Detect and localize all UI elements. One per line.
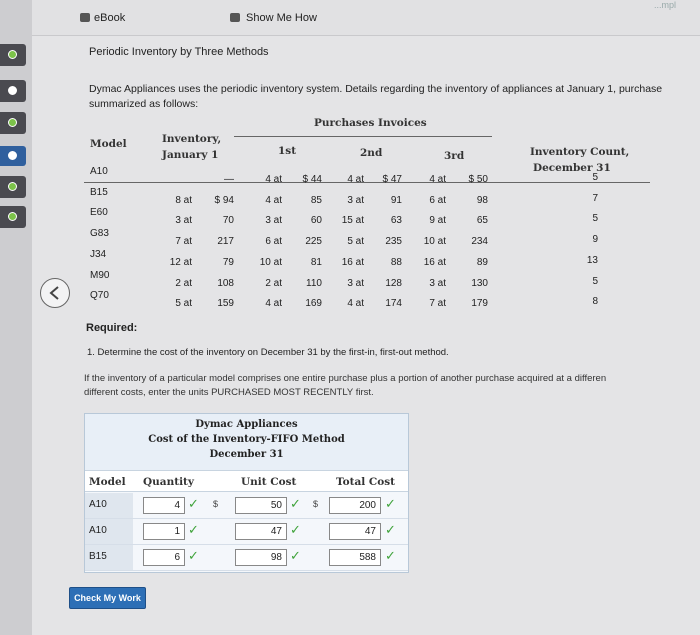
fifo-model-cell: B15 (85, 545, 133, 570)
cell-p2-units: 4 at (347, 174, 364, 185)
cell-p2-units: 3 at (347, 194, 364, 206)
cell-inv-cost: 217 (217, 236, 234, 248)
cell-p3-cost: $ 50 (468, 174, 488, 185)
complete-dot-icon (8, 182, 17, 191)
cell-p1-units: 3 at (265, 215, 282, 227)
cell-inv-units: 3 at (175, 215, 192, 227)
col-header-1st: 1st (278, 145, 297, 157)
unit-cost-input[interactable]: 98 (235, 549, 287, 566)
note-line: If the inventory of a particular model comprises one entire purchase plus a portion of another purchase acquired at a differen (84, 373, 607, 384)
dollar-sign: $ (213, 499, 219, 509)
correct-check-icon: ✓ (290, 548, 301, 563)
cell-p2-cost: 91 (390, 194, 402, 206)
fifo-model-cell: A10 (85, 493, 133, 518)
correct-check-icon: ✓ (290, 522, 301, 537)
cell-p3-units: 4 at (429, 174, 446, 185)
cell-inv-units: 2 at (175, 277, 192, 289)
required-heading: Required: (86, 322, 138, 334)
cell-p3-units: 6 at (429, 194, 446, 206)
cell-p1-units: 4 at (265, 194, 282, 206)
ebook-tab[interactable]: eBook (94, 12, 126, 24)
cell-inv-cost: — (224, 174, 234, 185)
purchases-invoices-header: Purchases Invoices (314, 117, 427, 129)
fifo-col-total-cost: Total Cost (336, 476, 396, 488)
cell-count: 7 (592, 192, 598, 204)
nav-item[interactable] (0, 176, 26, 198)
col-header-count: Inventory Count, (530, 146, 630, 158)
cell-p1-cost: 110 (306, 277, 322, 289)
col-header-model: Model (90, 138, 127, 150)
fifo-cost-table (84, 413, 409, 573)
cell-p2-units: 16 at (341, 256, 364, 268)
cell-inv-units: 7 at (175, 236, 192, 248)
cell-model: Q70 (90, 290, 109, 302)
previous-button[interactable] (40, 278, 70, 308)
fifo-table-row (85, 545, 408, 571)
unit-cost-input[interactable]: 50 (235, 497, 287, 514)
header-bottom-rule (84, 182, 650, 183)
intro-line: Dymac Appliances uses the periodic inventory system. Details regarding the inventory of appliances at January 1, purchase (89, 83, 663, 95)
cell-model: A10 (90, 166, 108, 177)
col-header-inventory: Inventory, (162, 133, 222, 145)
total-cost-input[interactable]: 588 (329, 549, 381, 566)
correct-check-icon: ✓ (385, 522, 396, 537)
check-my-work-button[interactable]: Check My Work (69, 587, 146, 609)
fifo-col-quantity: Quantity (143, 476, 195, 488)
ebook-icon (80, 13, 90, 22)
problem-intro (89, 82, 699, 112)
col-header-count-date: December 31 (533, 162, 611, 174)
cell-p1-units: 4 at (265, 298, 282, 310)
cell-p3-units: 16 at (423, 256, 446, 268)
cell-count: 8 (592, 296, 598, 308)
cell-p1-cost: 81 (310, 256, 322, 268)
show-me-how-tab[interactable]: Show Me How (246, 12, 317, 24)
cell-model: B15 (90, 186, 108, 198)
complete-dot-icon (8, 212, 17, 221)
cell-p3-cost: 234 (471, 236, 488, 248)
cell-p3-units: 3 at (429, 277, 446, 289)
complete-dot-icon (8, 118, 17, 127)
dollar-sign: $ (313, 499, 319, 509)
instructions-note (84, 372, 700, 400)
total-cost-input[interactable]: 200 (329, 497, 381, 514)
cell-p3-cost: 179 (471, 298, 488, 310)
correct-check-icon: ✓ (385, 496, 396, 511)
header-rule (234, 136, 492, 137)
nav-item[interactable] (0, 206, 26, 228)
correct-check-icon: ✓ (290, 496, 301, 511)
intro-line: summarized as follows: (89, 98, 199, 110)
correct-check-icon: ✓ (188, 496, 199, 511)
col-header-3rd: 3rd (444, 150, 465, 162)
cell-inv-units: 5 at (175, 298, 192, 310)
cell-p1-units: 4 at (265, 174, 282, 185)
cell-model: G83 (90, 228, 109, 240)
cell-inv-cost: 108 (217, 277, 234, 289)
cell-model: J34 (90, 248, 107, 260)
cell-p1-units: 10 at (259, 256, 282, 268)
cell-count: 5 (592, 172, 598, 183)
cell-p2-units: 15 at (341, 215, 364, 227)
toolbar (32, 0, 700, 36)
cell-inv-cost: 79 (222, 256, 234, 268)
fifo-col-model: Model (89, 476, 126, 488)
cell-p2-cost: 128 (385, 277, 402, 289)
video-icon (230, 13, 240, 22)
correct-check-icon: ✓ (188, 548, 199, 563)
nav-item[interactable] (0, 112, 26, 134)
cell-p1-units: 2 at (265, 277, 282, 289)
nav-item[interactable] (0, 80, 26, 102)
incomplete-dot-icon (8, 86, 17, 95)
col-header-inventory-date: January 1 (162, 149, 219, 161)
complete-dot-icon (8, 50, 17, 59)
cell-p3-cost: 89 (476, 256, 488, 268)
cell-model: M90 (90, 269, 110, 281)
cell-p1-cost: 85 (310, 194, 322, 206)
cell-p2-cost: $ 47 (382, 174, 402, 185)
cell-p2-cost: 174 (385, 298, 402, 310)
cell-p1-cost: $ 44 (302, 174, 322, 185)
cell-count: 5 (592, 275, 598, 287)
truncated-label: ...mpl (654, 0, 677, 10)
fifo-column-headers (85, 470, 408, 492)
nav-item[interactable] (0, 44, 26, 66)
quantity-input[interactable]: 1 (143, 523, 185, 540)
cell-p3-units: 9 at (429, 215, 446, 227)
unit-cost-input[interactable]: 47 (235, 523, 287, 540)
col-header-2nd: 2nd (360, 147, 383, 159)
correct-check-icon: ✓ (385, 548, 396, 563)
cell-p1-cost: 225 (305, 236, 322, 248)
statement-date: December 31 (209, 449, 284, 460)
fifo-table-row (85, 519, 408, 545)
quantity-input[interactable]: 6 (143, 549, 185, 566)
cell-p2-units: 3 at (347, 277, 364, 289)
cell-p3-cost: 98 (476, 194, 488, 206)
statement-name: Cost of the Inventory-FIFO Method (148, 434, 345, 445)
nav-item-current[interactable] (0, 146, 26, 166)
cell-p3-cost: 65 (476, 215, 488, 227)
cell-p2-units: 4 at (347, 298, 364, 310)
fifo-table-row (85, 493, 408, 519)
cell-inv-cost: $ 94 (214, 194, 234, 206)
cell-p1-cost: 60 (310, 215, 322, 227)
quantity-input[interactable]: 4 (143, 497, 185, 514)
cell-count: 9 (592, 234, 598, 246)
cell-p3-cost: 130 (471, 277, 488, 289)
cell-inv-cost: 159 (217, 298, 234, 310)
fifo-table-title (85, 414, 408, 470)
cell-p2-cost: 63 (390, 215, 402, 227)
fifo-model-cell: A10 (85, 519, 133, 544)
page-title: Periodic Inventory by Three Methods (89, 46, 269, 58)
chevron-left-icon (48, 285, 62, 301)
current-dot-icon (8, 151, 17, 160)
assignment-nav-rail (0, 0, 32, 635)
question-1: 1. Determine the cost of the inventory on December 31 by the first-in, first-out method. (87, 347, 449, 358)
cell-inv-units: 8 at (175, 194, 192, 206)
cell-model: E60 (90, 207, 108, 219)
cell-p3-units: 10 at (423, 236, 446, 248)
correct-check-icon: ✓ (188, 522, 199, 537)
cell-count: 13 (586, 254, 598, 266)
company-name: Dymac Appliances (195, 419, 298, 430)
cell-inv-cost: 70 (222, 215, 234, 227)
note-line: different costs, enter the units PURCHASED MOST RECENTLY first. (84, 387, 374, 398)
cell-p1-units: 6 at (265, 236, 282, 248)
cell-p2-cost: 235 (385, 236, 402, 248)
fifo-col-unit-cost: Unit Cost (241, 476, 297, 488)
cell-p1-cost: 169 (305, 298, 322, 310)
cell-p2-cost: 88 (390, 256, 402, 268)
cell-p3-units: 7 at (429, 298, 446, 310)
total-cost-input[interactable]: 47 (329, 523, 381, 540)
cell-inv-units: 12 at (169, 256, 192, 268)
cell-count: 5 (592, 213, 598, 225)
cell-p2-units: 5 at (347, 236, 364, 248)
